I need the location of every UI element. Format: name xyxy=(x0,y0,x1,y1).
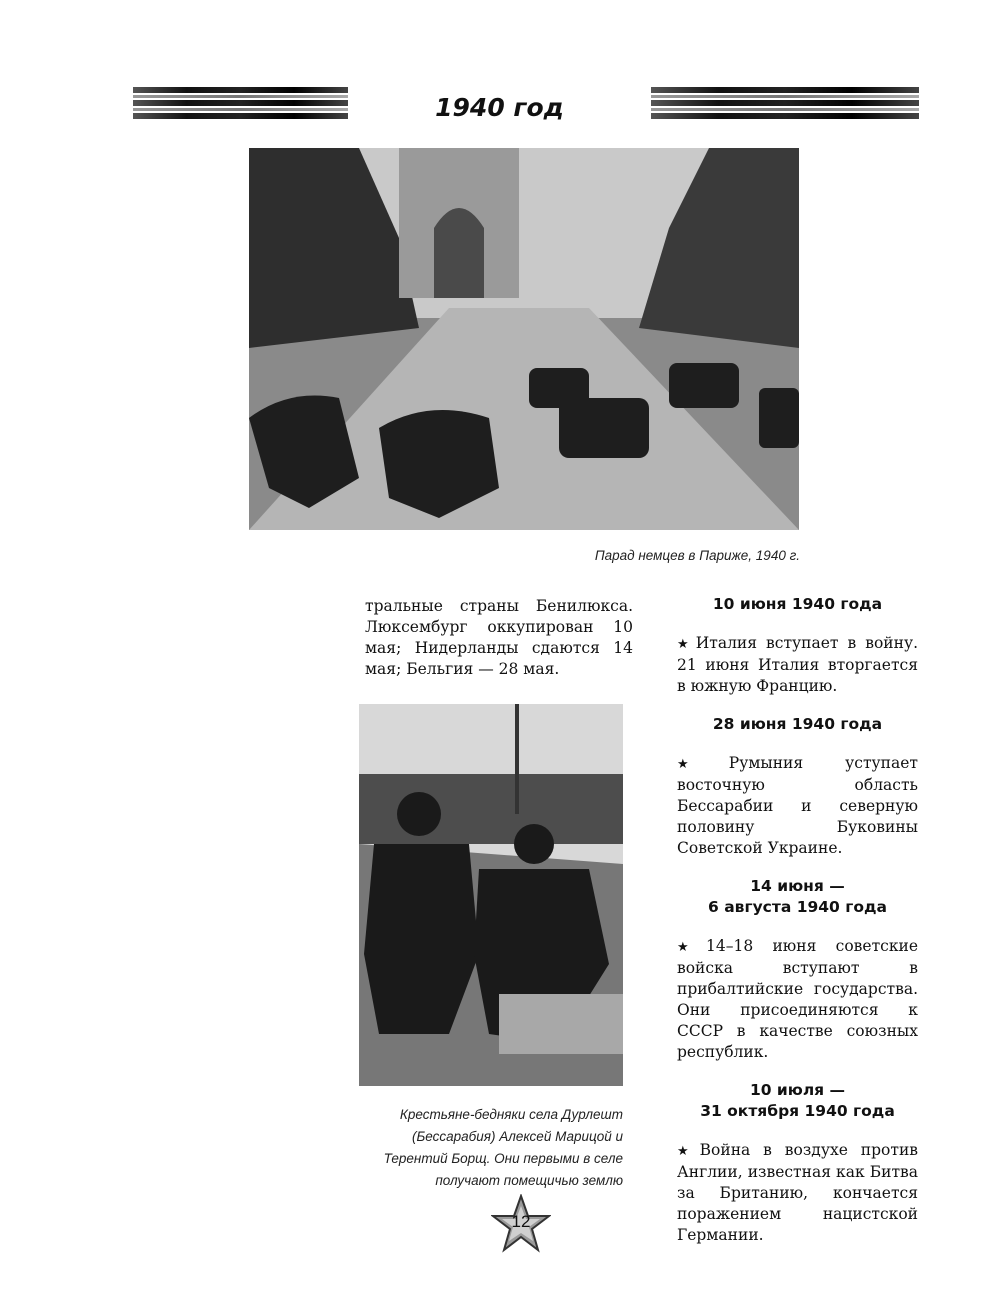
event-date-line: 14 июня — xyxy=(750,877,845,895)
event-item xyxy=(677,876,918,1063)
star-icon: ★ xyxy=(677,940,703,955)
event-date-line: 31 октября 1940 года xyxy=(700,1102,895,1120)
stripe xyxy=(133,87,348,93)
event-description: Румыния уступает восточную область Бессарабии и северную половину Буковины Советской Украине. xyxy=(677,754,918,857)
stripe xyxy=(133,113,348,119)
event-description: Италия вступает в войну. 21 июня Италия вторгается в южную Францию. xyxy=(677,634,919,695)
event-text xyxy=(677,936,918,1063)
event-item xyxy=(677,594,918,697)
event-text xyxy=(677,753,918,859)
event-item xyxy=(677,714,918,859)
star-icon: ★ xyxy=(677,637,693,652)
paris-parade-photo xyxy=(249,148,799,530)
star-icon: ★ xyxy=(677,757,726,772)
event-date-line: 10 июля — xyxy=(749,1081,846,1099)
page-number: 12 xyxy=(511,1212,531,1231)
stripe xyxy=(133,100,348,106)
event-text xyxy=(677,1140,918,1246)
header-stripes-left xyxy=(133,87,348,129)
event-item xyxy=(677,1080,918,1246)
event-date xyxy=(677,594,918,615)
paris-photo-caption: Парад немцев в Париже, 1940 г. xyxy=(594,548,800,563)
event-description: Война в воздухе против Англии, известная как Битва за Британию, кончается поражением нацистской Германии. xyxy=(677,1141,918,1244)
page-title: 1940 год xyxy=(435,93,564,122)
event-date-line: 6 августа 1940 года xyxy=(708,898,887,916)
paris-parade-illustration xyxy=(249,148,799,530)
event-description: 14–18 июня советские войска вступают в прибалтийские государства. Они присоединяются к СССР в качестве союзных республик. xyxy=(677,937,919,1061)
event-text xyxy=(677,633,918,697)
peasants-photo xyxy=(359,704,623,1086)
event-date-line: 10 июня 1940 года xyxy=(712,595,883,613)
peasants-illustration xyxy=(359,704,623,1086)
peasants-photo-caption: Крестьяне-бедняки села Дурлешт (Бессарабия) Алексей Марицой и Терентий Борщ. Они первыми в селе получают помещичью землю xyxy=(383,1107,623,1188)
stripe xyxy=(651,100,919,106)
star-icon: ★ xyxy=(677,1144,697,1159)
stripe xyxy=(651,113,919,119)
event-date xyxy=(677,876,918,918)
event-date xyxy=(677,714,918,735)
events-column xyxy=(677,594,918,1263)
header-stripes-right xyxy=(651,87,919,129)
stripe xyxy=(133,108,348,111)
stripe xyxy=(651,108,919,111)
event-date-line: 28 июня 1940 года xyxy=(712,715,883,733)
stripe xyxy=(651,95,919,98)
stripe xyxy=(651,87,919,93)
event-date xyxy=(677,1080,918,1122)
stripe xyxy=(133,95,348,98)
left-column-text: тральные страны Бенилюкса. Люксембург оккупирован 10 мая; Нидерланды сдаются 14 мая; Бельгия — 28 мая. xyxy=(365,597,633,678)
